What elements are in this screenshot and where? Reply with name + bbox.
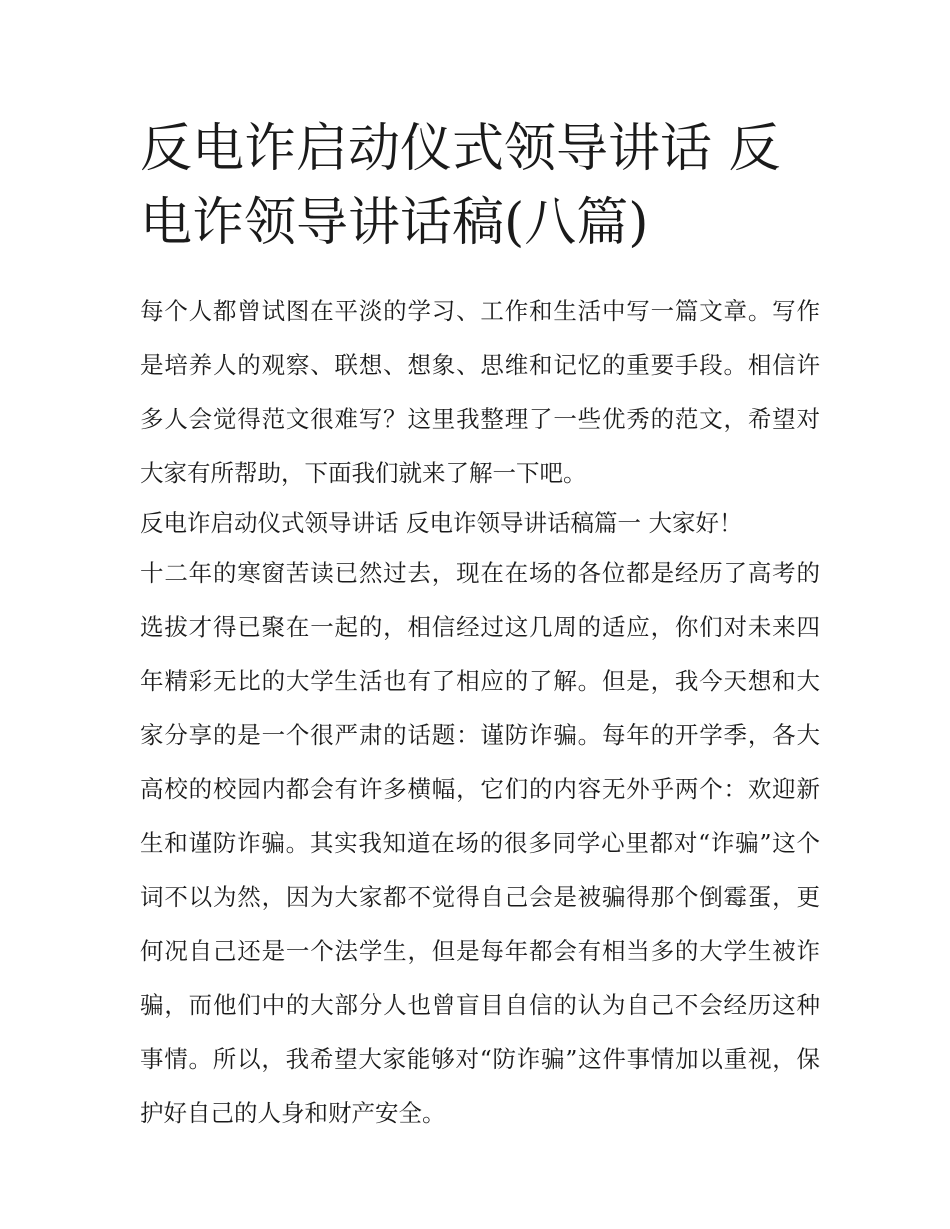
section-heading: 反电诈启动仪式领导讲话 反电诈领导讲话稿篇一 大家好！ <box>140 509 743 537</box>
document-body <box>140 284 820 1140</box>
speech-paragraph: 十二年的寒窗苦读已然过去，现在在场的各位都是经历了高考的选拔才得已聚在一起的，相信经过这几周的适应，你们对未来四年精彩无比的大学生活也有了相应的了解。但是，我今天想和大家分享的是一个很严肃的话题：谨防诈骗。每年的开学季，各大高校的校园内都会有许多横幅，它们的内容无外乎两个：欢迎新生和谨防诈骗。其实我知道在场的很多同学心里都对“诈骗”这个词不以为然，因为大家都不觉得自己会是被骗得那个倒霉蛋，更何况自己还是一个法学生，但是每年都会有相当多的大学生被诈骗，而他们中的大部分人也曾盲目自信的认为自己不会经历这种事情。所以，我希望大家能够对“防诈骗”这件事情加以重视，保护好自己的人身和财产安全。 <box>140 559 820 1127</box>
document-title: 反电诈启动仪式领导讲话 反电诈领导讲话稿(八篇) <box>140 119 781 253</box>
intro-paragraph: 每个人都曾试图在平淡的学习、工作和生活中写一篇文章。写作是培养人的观察、联想、想象、思维和记忆的重要手段。相信许多人会觉得范文很难写？这里我整理了一些优秀的范文，希望对大家有所帮助，下面我们就来了解一下吧。 <box>140 297 820 487</box>
